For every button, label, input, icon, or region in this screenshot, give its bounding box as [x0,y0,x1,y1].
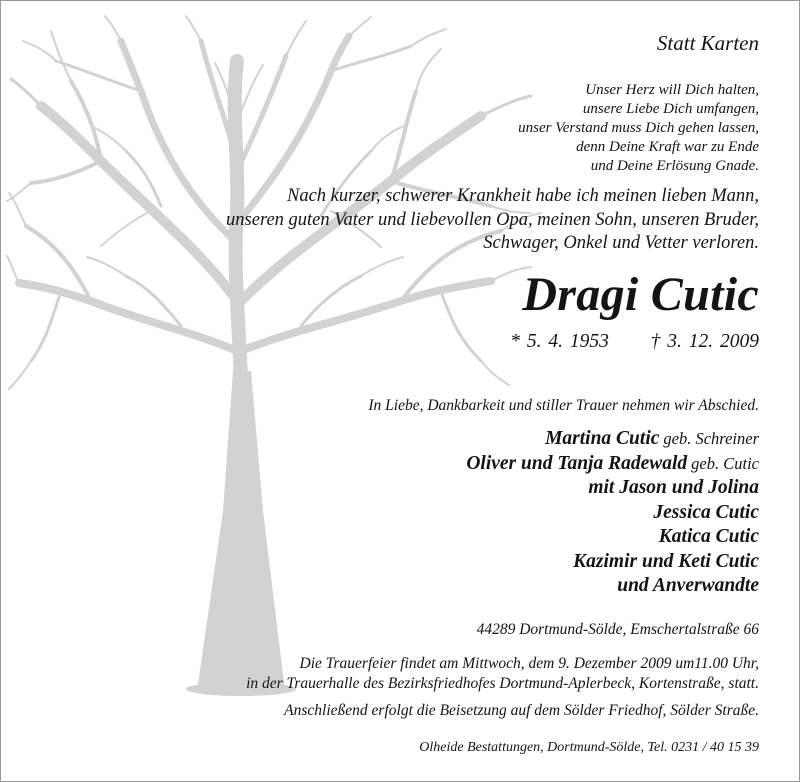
mourner-name: mit Jason und Jolina [588,477,759,498]
mourner-line [466,427,759,452]
birth-date: 5. 4. 1953 [526,331,609,352]
statt-karten-heading: Statt Karten [656,31,759,55]
death-cross-icon: † [650,331,661,352]
mourner-name: Martina Cutic [545,428,660,449]
intro-line: unseren guten Vater und liebevollen Opa, meinen Sohn, unseren Bruder, [226,209,759,230]
mourner-name: Oliver und Tanja Radewald [466,452,688,474]
burial-info: Anschließend erfolgt die Beisetzung auf dem Sölder Friedhof, Sölder Straße. [284,702,759,719]
mourner-line [466,550,759,575]
undertaker-info: Olheide Bestattungen, Dortmund-Sölde, Tel. 0231 / 40 15 39 [419,740,759,755]
poem-line: und Deine Erlösung Gnade. [590,158,759,174]
birth-star-icon: * [510,331,520,352]
ceremony-line: Die Trauerfeier findet am Mittwoch, dem 9. Dezember 2009 um11.00 Uhr, [299,655,759,672]
mourner-line [466,501,759,526]
mourner-name: Jessica Cutic [653,501,759,523]
mourner-name: Katica Cutic [658,526,759,547]
poem-line: unsere Liebe Dich umfangen, [582,101,759,117]
mourner-line [466,574,759,599]
mourner-name: und Anverwandte [617,575,759,596]
mourner-note: geb. Schreiner [663,429,759,448]
mourner-line [466,476,759,501]
intro-text [226,185,759,256]
poem-line: Unser Herz will Dich halten, [585,82,759,98]
intro-line: Schwager, Onkel und Vetter verloren. [483,233,759,253]
mourner-note: geb. Cutic [691,453,759,473]
mourners-list [466,427,759,599]
poem [518,81,759,176]
intro-line: Nach kurzer, schwerer Krankheit habe ich meinen lieben Mann, [287,186,759,206]
mourner-name: Kazimir und Keti Cutic [573,550,759,572]
ceremony-info [246,654,759,694]
mourner-line [466,525,759,550]
family-address: 44289 Dortmund-Sölde, Emschertalstraße 66 [476,621,759,638]
death-date: 3. 12. 2009 [667,331,759,352]
life-dates [510,331,759,353]
poem-line: unser Verstand muss Dich gehen lassen, [518,120,759,136]
poem-line: denn Deine Kraft war zu Ende [576,139,759,155]
mourner-line [466,452,759,477]
deceased-name: Dragi Cutic [522,268,759,321]
farewell-line: In Liebe, Dankbarkeit und stiller Trauer nehmen wir Abschied. [368,397,759,414]
ceremony-line: in der Trauerhalle des Bezirksfriedhofes Dortmund-Aplerbeck, Kortenstraße, statt. [246,675,759,692]
